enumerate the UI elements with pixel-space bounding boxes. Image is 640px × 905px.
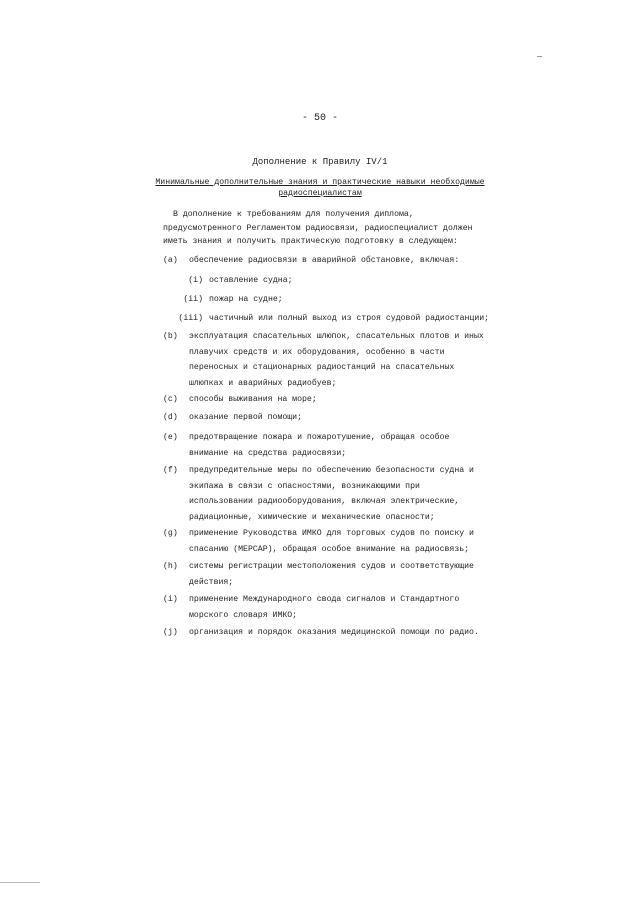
sub-item-text: пожар на судне; bbox=[209, 295, 283, 304]
scan-mark bbox=[537, 56, 542, 57]
list-item-text: оказание первой помощи; bbox=[189, 413, 303, 422]
list-item-text: организация и порядок оказания медицинской помощи по радио. bbox=[189, 628, 479, 637]
list-item-label: (c) bbox=[163, 395, 178, 404]
sub-item-label: (i) bbox=[188, 276, 203, 285]
list-item-label: (h) bbox=[163, 562, 178, 571]
sub-item bbox=[183, 293, 485, 306]
list-item-label: (g) bbox=[163, 529, 178, 538]
list-item-label: (b) bbox=[163, 332, 178, 341]
intro-paragraph: В дополнение к требованиям для получения диплома, предусмотренного Регламентом радиосвязи, радиоспециалист должен иметь знания и получить практическую подготовку в следующем: bbox=[163, 210, 473, 246]
appendix-heading: Дополнение к Правилу IV/1 bbox=[252, 157, 388, 167]
list-item-label: (d) bbox=[163, 413, 178, 422]
list-item-text: системы регистрации местоположения судов и соответствующие действия; bbox=[189, 562, 474, 587]
list-item-text: применение Руководства ИМКО для торговых судов по поиску и спасанию (МЕРСАР), обращая особое внимание на радиосвязь; bbox=[189, 529, 474, 554]
list-item-text: предотвращение пожара и пожаротушение, обращая особое внимание на средства радиосвязи; bbox=[189, 433, 450, 458]
scan-edge-line bbox=[0, 882, 40, 883]
sub-item-label: (iii) bbox=[178, 314, 203, 323]
list-item-label: (a) bbox=[163, 256, 178, 265]
list-item-label: (f) bbox=[163, 466, 178, 475]
appendix-subtitle: Минимальные дополнительные знания и практические навыки необходимые радиоспециалистам bbox=[155, 178, 485, 198]
sub-item bbox=[188, 274, 485, 287]
list-item-text: предупредительные меры по обеспечению безопасности судна и экипажа в связи с опасностями, возникающими при использовании радиооборудования, включая электрические, радиационные, химические и механические опасности; bbox=[189, 466, 474, 522]
sub-item-label: (ii) bbox=[183, 295, 203, 304]
sub-item-text: оставление судна; bbox=[209, 276, 293, 285]
sub-item-text: частичный или полный выход из строя судовой радиостанции; bbox=[209, 314, 490, 323]
list-item-text: способы выживания на море; bbox=[189, 395, 317, 404]
list-item-label: (e) bbox=[163, 433, 178, 442]
list-item-text: эксплуатация спасательных шлюпок, спасательных плотов и иных плавучих средств и их оборудования, особенно в части переносных и стационарных радиостанций на спасательных шлюпках и аварийных радиобуев; bbox=[189, 332, 484, 388]
list-item-label: (j) bbox=[163, 628, 178, 637]
sub-item bbox=[178, 312, 494, 325]
list-item-label: (i) bbox=[163, 595, 178, 604]
list-item-text: применение Международного свода сигналов и Стандартного морского словаря ИМКО; bbox=[189, 595, 460, 620]
list-item-text: обеспечение радиосвязи в аварийной обстановке, включая: bbox=[189, 256, 460, 265]
page-number: - 50 - bbox=[301, 113, 338, 124]
